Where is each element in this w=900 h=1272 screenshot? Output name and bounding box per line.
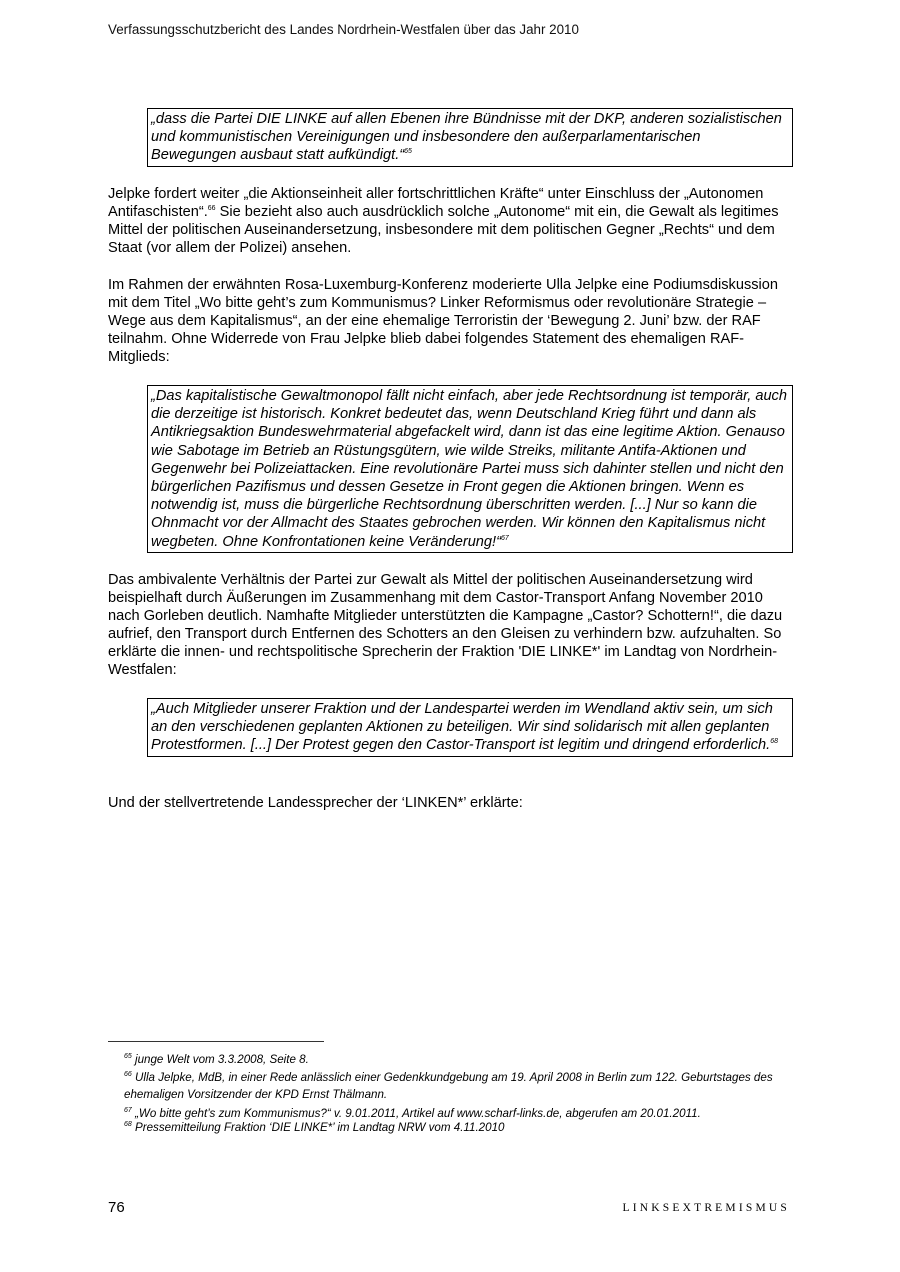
footnote-separator (108, 1041, 324, 1042)
running-header: Verfassungsschutzbericht des Landes Nordrhein-Westfalen über das Jahr 2010 (108, 22, 579, 37)
footnote-67: $^{67}$ „Wo bitte geht’s zum Kommunismus?“ v. 9.01.2011, Artikel auf www.scharf-links.de, abgerufen am 20.01.2011. (124, 1106, 701, 1120)
quote-text: „Auch Mitglieder unserer Fraktion und der Landespartei werden im Wendland aktiv sein, um sich an den verschiedenen geplanten Aktionen zu beteiligen. Wir sind solidarisch mit allen geplanten Protestformen. [...] Der Protest gegen den Castor-Transport ist legitim und dringend erforderlich.$^{68}$ (151, 701, 778, 754)
footnote-ref: 68 (770, 738, 778, 746)
paragraph-jelpke: Jelpke fordert weiter „die Aktionseinheit aller fortschrittlichen Kräfte“ unter Einschluss der „Autonomen Antifaschisten“.$^{66}$ Sie bezieht also auch ausdrücklich solche „Autonome“ mit ein, die Gewalt als legitimes Mittel der politischen Auseinandersetzung, insbesondere mit dem politischen Gegner „Rechts“ und dem Staat (vor allem der Polizei) ansehen. (108, 186, 779, 256)
quote-text: „dass die Partei DIE LINKE auf allen Ebenen ihre Bündnisse mit der DKP, anderen sozialistischen und kommunistischen Vereinigungen und insbesondere den außerparlamentarischen Bewegungen ausbaut statt aufkündigt.“$^{65}$ (151, 111, 782, 164)
paragraph-castor: Das ambivalente Verhältnis der Partei zur Gewalt als Mittel der politischen Auseinandersetzung wird beispielhaft durch Äußerungen im Zusammenhang mit dem Castor-Transport Anfang November 2010 nach Gorleben deutlich. Namhafte Mitglieder unterstützten die Kampagne „Castor? Schottern!“, die dazu aufrief, den Transport durch Entfernen des Schotters an den Gleisen zu verhindern bzw. aufzuhalten. So erklärte die innen- und rechtspolitische Sprecherin der Fraktion 'DIE LINKE*' im Landtag von Nordrhein-Westfalen: (108, 572, 783, 678)
block-quote-3 (147, 698, 793, 757)
paragraph-landessprecher: Und der stellvertretende Landessprecher der ‘LINKEN*’ erklärte: (108, 795, 523, 811)
footnote-ref: 66 (207, 205, 216, 213)
page-number: 76 (108, 1199, 125, 1216)
paragraph-rosa-luxemburg: Im Rahmen der erwähnten Rosa-Luxemburg-Konferenz moderierte Ulla Jelpke eine Podiumsdiskussion mit dem Titel „Wo bitte geht’s zum Kommunismus? Linker Reformismus oder revolutionäre Strategie – Wege aus dem Kapitalismus“, an der eine ehemalige Terroristin der ‘Bewegung 2. Juni’ bzw. der RAF teilnahm. Ohne Widerrede von Frau Jelpke blieb dabei folgendes Statement des ehemaligen RAF-Mitglieds: (108, 277, 779, 365)
footnotes (124, 1051, 789, 1137)
quote-text: „Das kapitalistische Gewaltmonopol fällt nicht einfach, aber jede Rechtsordnung ist temporär, auch die derzeitige ist historisch. Konkret bedeutet das, wenn Deutschland Krieg führt und dann als Antikriegsaktion Bundeswehrmaterial abgefackelt wird, dann ist das eine legitime Aktion. Genauso wie Sabotage im Betrieb an Rüstungsgütern, wie wilde Streiks, militante Antifa-Aktionen und Gegenwehr bei Polizeiattacken. Eine revolutionäre Partei muss sich dahinter stellen und nicht den bürgerlichen Pazifismus und dessen Gesetze in Front gegen die Aktionen bringen. Wenn es notwendig ist, muss die bürgerliche Rechtsordnung überschritten werden. [...] Nur so kann die Ohnmacht vor der Allmacht des Staates gebrochen werden. Wir können den Kapitalismus nicht wegbeten. Ohne Konfrontationen keine Veränderung!“$^{67}$ (151, 388, 787, 550)
block-quote-1 (147, 108, 793, 167)
block-quote-2 (147, 385, 793, 553)
footnote-ref: 65 (404, 148, 412, 156)
section-title: LINKSEXTREMISMUS (622, 1202, 790, 1214)
footnote-65: $^{65}$ junge Welt vom 3.3.2008, Seite 8. (124, 1053, 309, 1066)
footnote-ref: 67 (500, 534, 509, 542)
footnote-66: $^{66}$ Ulla Jelpke, MdB, in einer Rede anlässlich einer Gedenkkundgebung am 19. April 2008 in Berlin zum 122. Geburtstages des ehemaligen Vorsitzender der KPD Ernst Thälmann. (124, 1070, 773, 1101)
footnote-68: $^{68}$ Pressemitteilung Fraktion ‘DIE LINKE*’ im Landtag NRW vom 4.11.2010 (124, 1121, 505, 1134)
